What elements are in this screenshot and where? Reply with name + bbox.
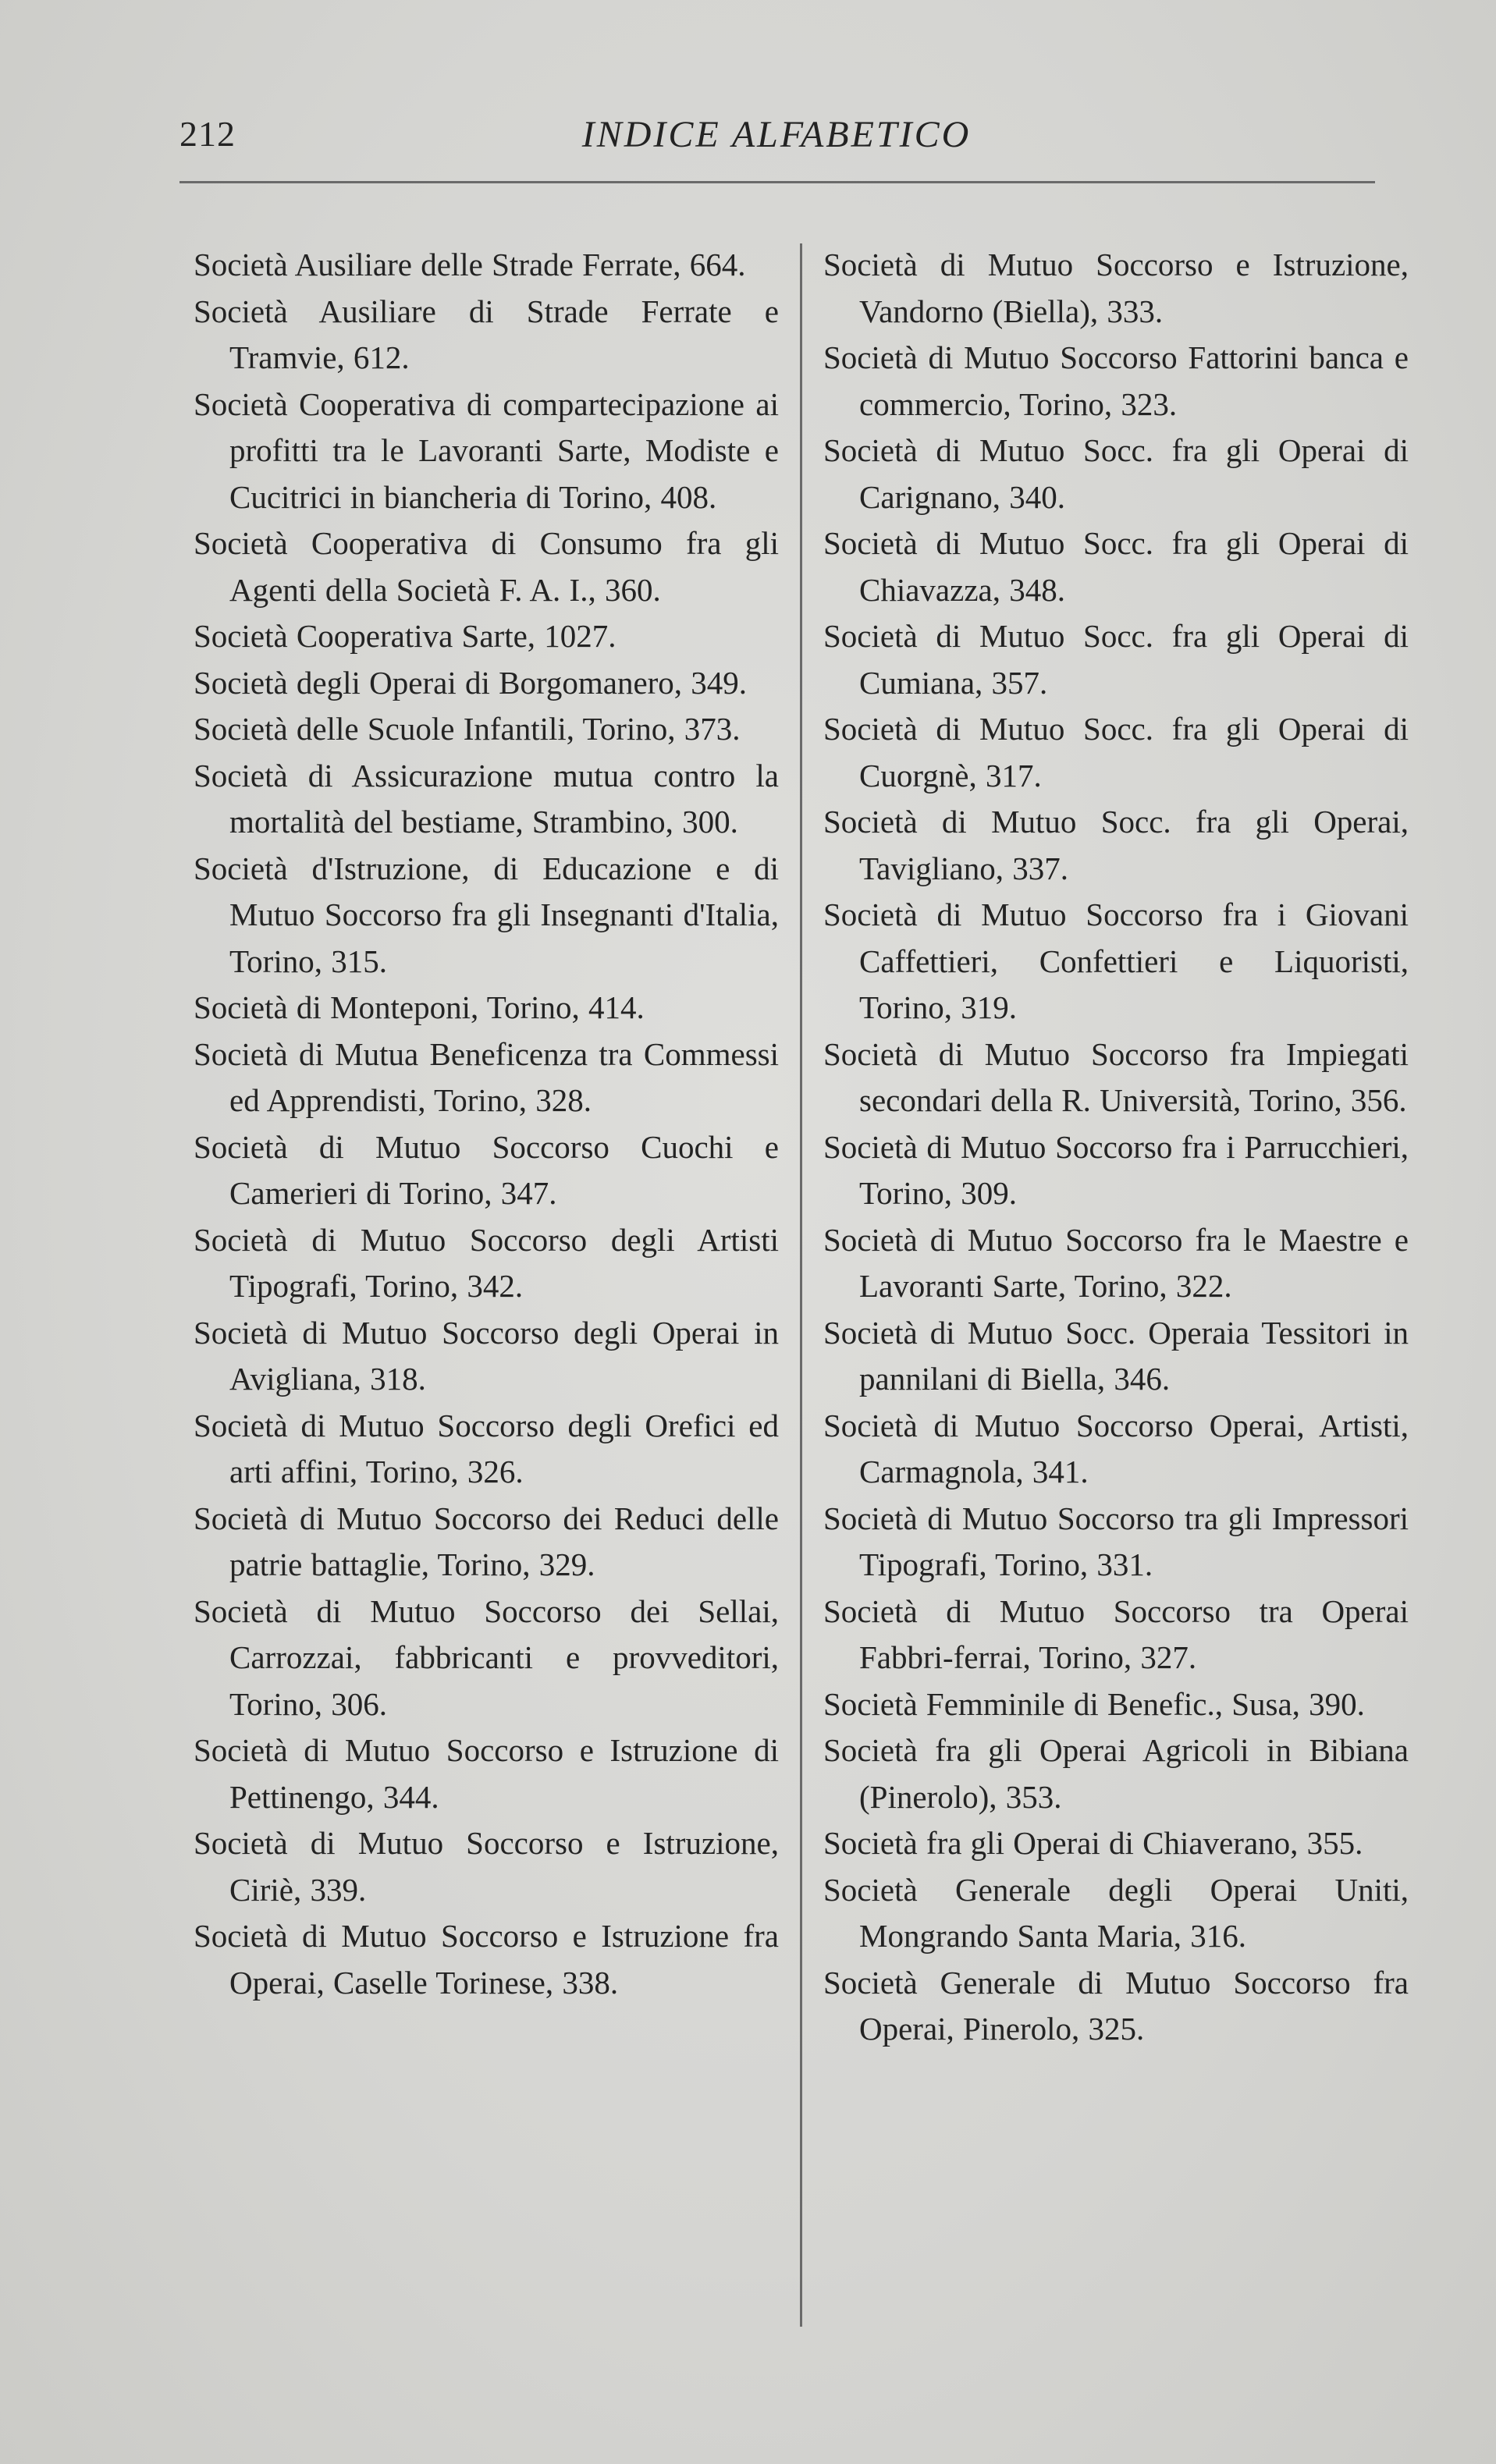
index-entry: Società di Mutuo Soccorso Operai, Artisti, Carmagnola, 341. [823, 1407, 1409, 1489]
index-entry: Società di Mutuo Soccorso Fattorini banca e commercio, Torino, 323. [823, 339, 1409, 422]
running-title: INDICE ALFABETICO [581, 114, 972, 155]
index-entry: Società di Mutuo Soccorso e Istruzione, Vandorno (Biella), 333. [823, 247, 1409, 329]
index-entry: Società Cooperativa di compartecipazione ai profitti tra le Lavoranti Sarte, Modiste e Cucitrici in biancheria di Torino, 408. [194, 385, 779, 515]
index-entry: Società di Mutuo Socc. fra gli Operai di Cumiana, 357. [823, 618, 1409, 701]
index-entry: Società di Assicurazione mutua contro la mortalità del bestiame, Strambino, 300. [194, 757, 779, 840]
index-entry: Società Cooperativa Sarte, 1027. [194, 618, 617, 654]
index-entry: Società di Mutuo Soccorso fra i Parrucchieri, Torino, 309. [823, 1128, 1409, 1211]
index-entry: Società di Mutuo Soccorso dei Sellai, Carrozzai, fabbricanti e provveditori, Torino, 306. [194, 1592, 779, 1722]
index-entry: Società Ausiliare di Strade Ferrate e Tramvie, 612. [194, 293, 779, 375]
right-index-column [823, 242, 1409, 2053]
header-rule [179, 181, 1375, 183]
index-entry: Società Ausiliare delle Strade Ferrate, 664. [194, 247, 746, 282]
page-number: 212 [179, 114, 236, 154]
index-entry: Società di Mutuo Socc. fra gli Operai, Tavigliano, 337. [823, 804, 1409, 886]
index-entry: Società Cooperativa di Consumo fra gli Agenti della Società F. A. I., 360. [194, 525, 779, 608]
index-entry: Società di Mutuo Socc. fra gli Operai di Cuorgnè, 317. [823, 711, 1409, 794]
index-entry: Società fra gli Operai Agricoli in Bibiana (Pinerolo), 353. [823, 1732, 1409, 1815]
index-entry: Società di Mutuo Soccorso e Istruzione di Pettinengo, 344. [194, 1732, 779, 1815]
index-entry: Società di Mutuo Soccorso e Istruzione, Ciriè, 339. [194, 1825, 779, 1908]
index-entry: Società di Mutuo Soccorso fra Impiegati secondari della R. Università, Torino, 356. [823, 1035, 1409, 1118]
index-entry: Società Femminile di Benefic., Susa, 390. [823, 1685, 1365, 1722]
index-entry: Società fra gli Operai di Chiaverano, 355. [823, 1825, 1363, 1861]
index-entry: Società delle Scuole Infantili, Torino, 373. [194, 711, 741, 747]
index-entry: Società di Mutuo Soccorso degli Operai in Avigliana, 318. [194, 1314, 779, 1397]
index-entry: Società di Mutuo Soccorso tra gli Impressori Tipografi, Torino, 331. [823, 1500, 1409, 1582]
index-entry: Società di Monteponi, Torino, 414. [194, 989, 645, 1025]
left-index-column [194, 242, 779, 2006]
index-entry: Società di Mutuo Soccorso fra i Giovani Caffettieri, Confettieri e Liquoristi, Torino, 319. [823, 896, 1409, 1025]
page-header [179, 113, 1373, 168]
index-entry: Società Generale di Mutuo Soccorso fra Operai, Pinerolo, 325. [823, 1964, 1409, 2047]
index-entry: Società di Mutuo Socc. fra gli Operai di Chiavazza, 348. [823, 525, 1409, 608]
index-entry: Società d'Istruzione, di Educazione e di Mutuo Soccorso fra gli Insegnanti d'Italia, Torino, 315. [194, 850, 779, 979]
index-entry: Società degli Operai di Borgomanero, 349. [194, 664, 748, 701]
index-entry: Società Generale degli Operai Uniti, Mongrando Santa Maria, 316. [823, 1871, 1409, 1954]
index-entry: Società di Mutuo Soccorso tra Operai Fabbri-ferrai, Torino, 327. [823, 1592, 1409, 1675]
index-entry: Società di Mutuo Soccorso degli Artisti Tipografi, Torino, 342. [194, 1221, 779, 1304]
index-entry: Società di Mutua Beneficenza tra Commessi ed Apprendisti, Torino, 328. [194, 1035, 779, 1118]
column-divider [800, 243, 802, 2327]
index-entry: Società di Mutuo Socc. Operaia Tessitori in pannilani di Biella, 346. [823, 1314, 1409, 1397]
index-entry: Società di Mutuo Soccorso e Istruzione fra Operai, Caselle Torinese, 338. [194, 1918, 779, 2001]
index-entry: Società di Mutuo Soccorso dei Reduci delle patrie battaglie, Torino, 329. [194, 1500, 779, 1582]
index-entry: Società di Mutuo Socc. fra gli Operai di Carignano, 340. [823, 432, 1409, 515]
index-entry: Società di Mutuo Soccorso degli Orefici ed arti affini, Torino, 326. [194, 1407, 779, 1489]
index-entry: Società di Mutuo Soccorso Cuochi e Camerieri di Torino, 347. [194, 1128, 779, 1211]
index-entry: Società di Mutuo Soccorso fra le Maestre e Lavoranti Sarte, Torino, 322. [823, 1221, 1409, 1304]
